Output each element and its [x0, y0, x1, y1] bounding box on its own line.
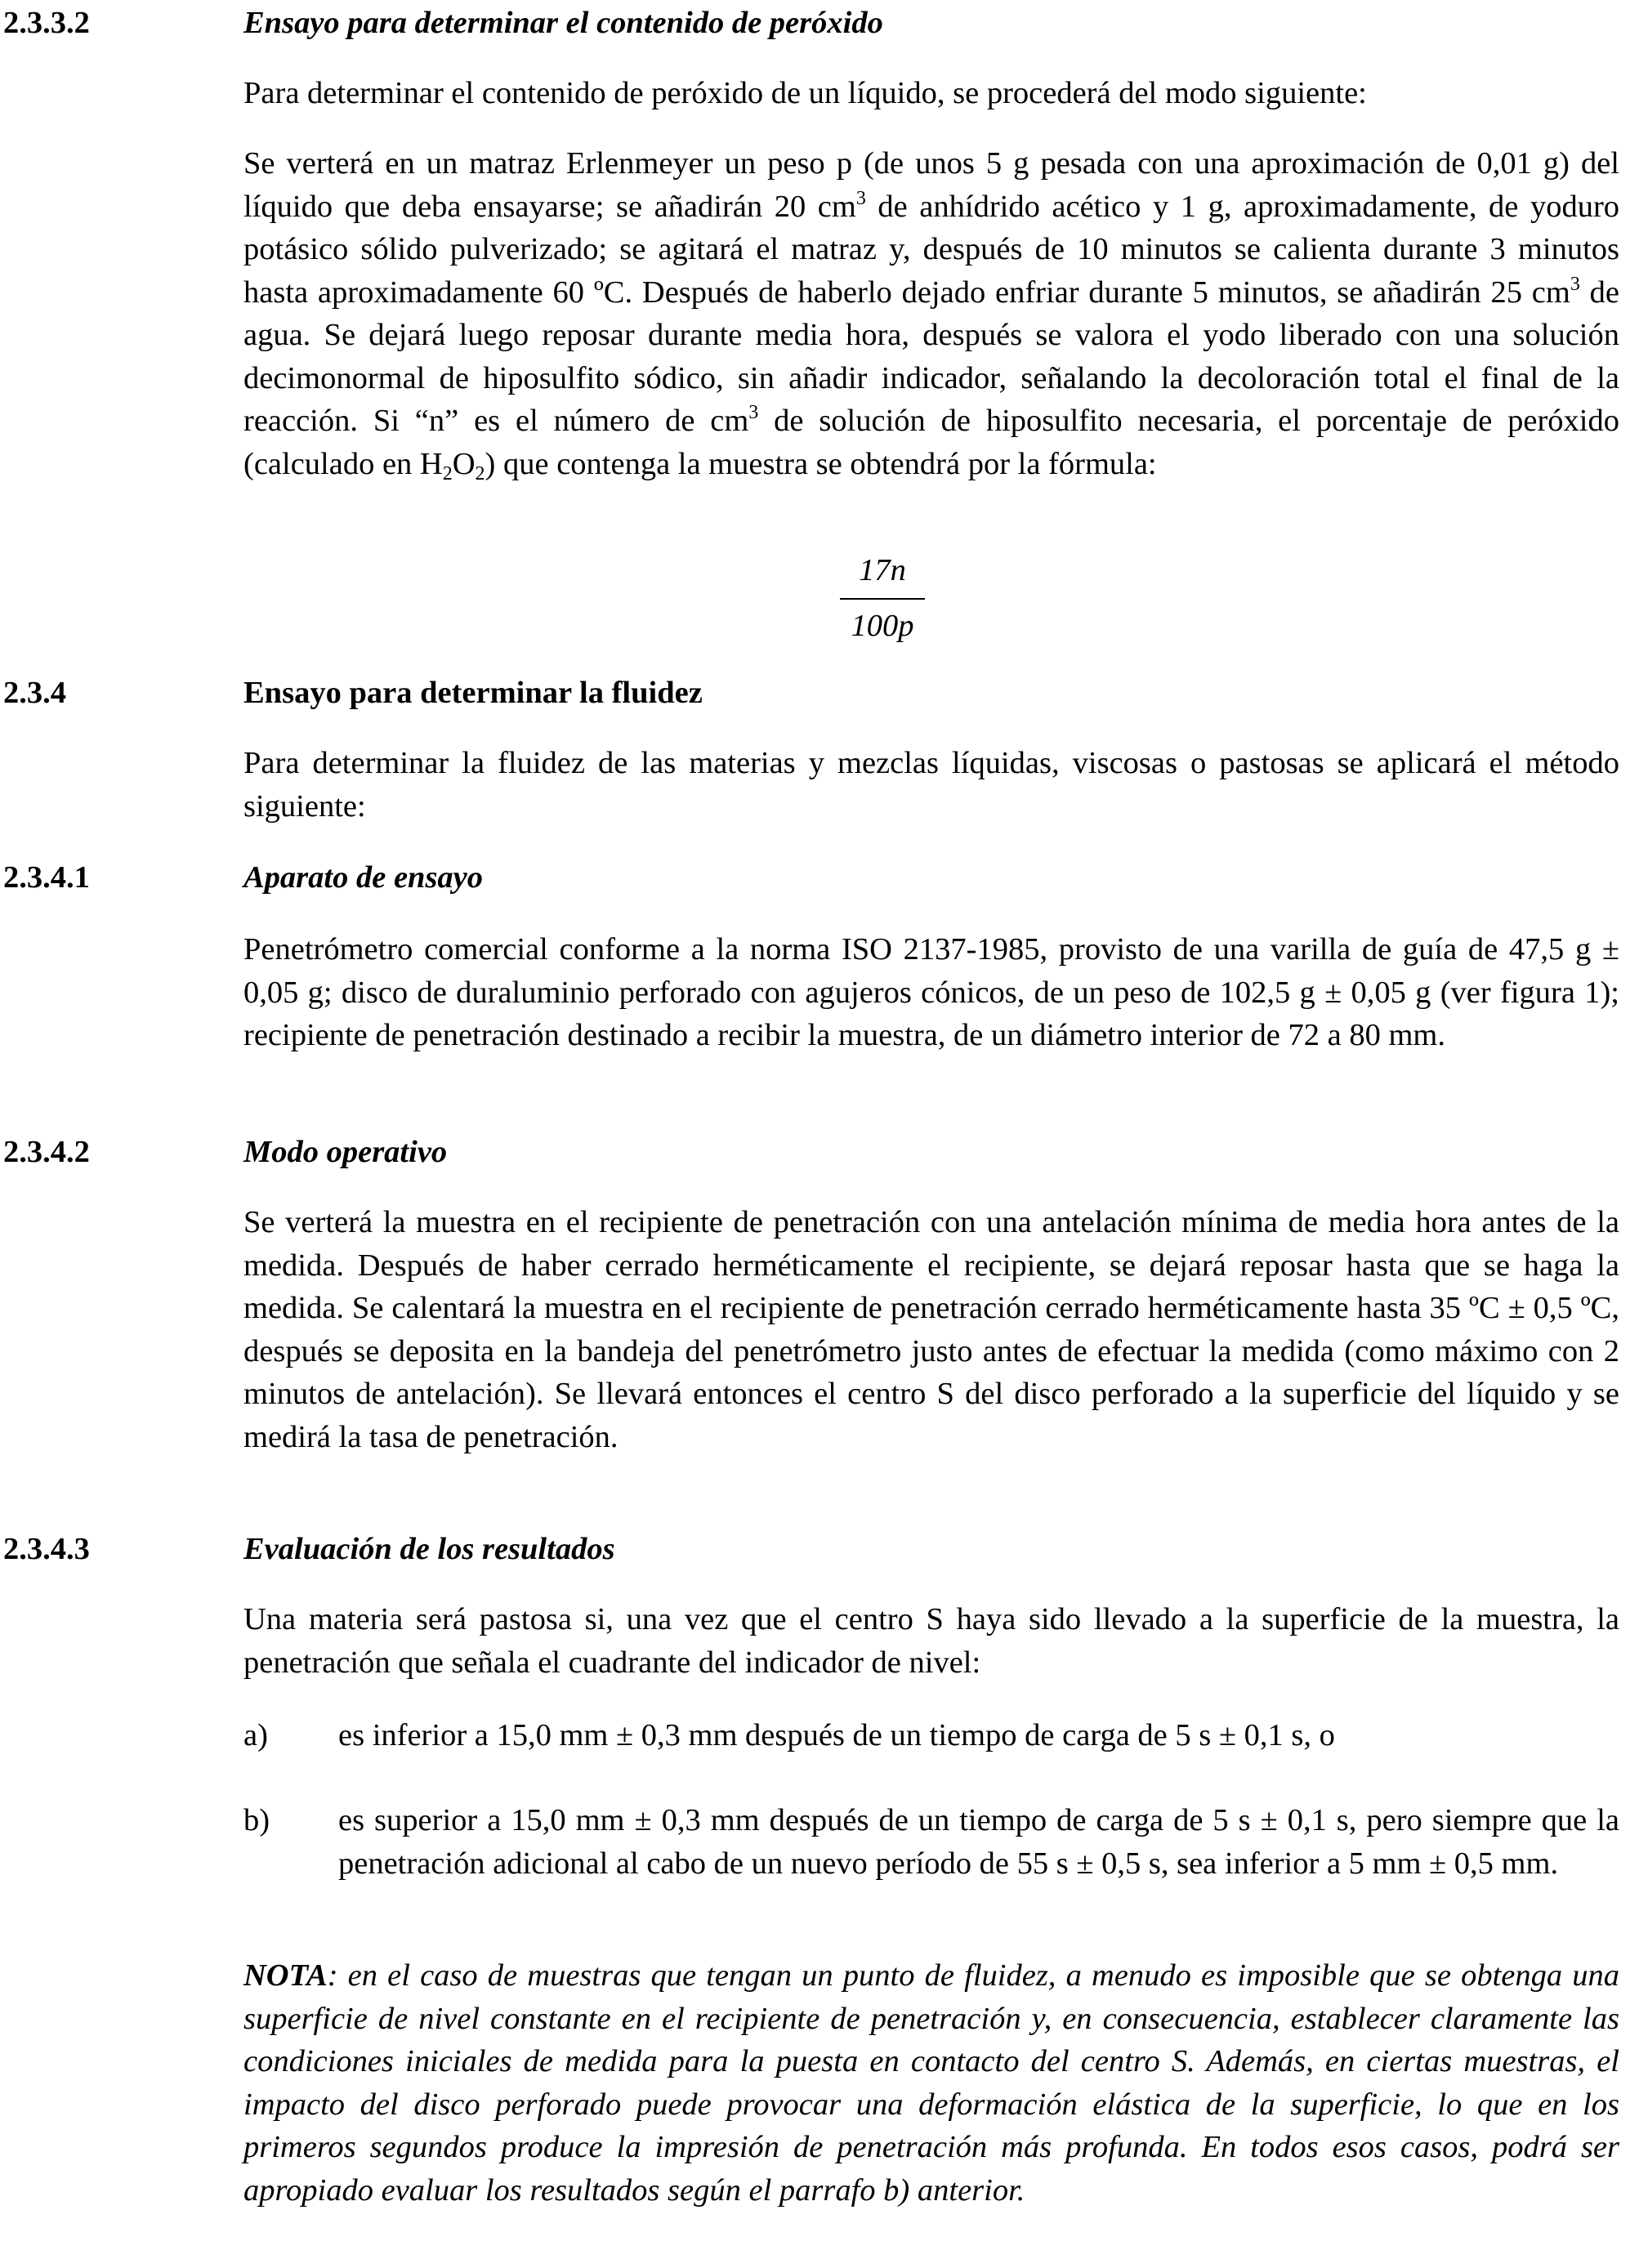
- formula-numerator: 17n: [859, 553, 906, 587]
- section-number-2-3-4-2: 2.3.4.2: [3, 1135, 90, 1169]
- fluidity-intro-paragraph: Para determinar la fluidez de las materias y mezclas líquidas, viscosas o pastosas se aplicará el método siguiente:: [243, 746, 1619, 824]
- peroxide-intro-paragraph: Para determinar el contenido de peróxido de un líquido, se procederá del modo siguiente:: [243, 76, 1367, 110]
- list-item-label-a: a): [243, 1718, 268, 1752]
- peroxide-text-part-1: Se verterá en un matraz Erlenmeyer un peso p (de unos 5 g pesada con una aproximación de 0,01 g) del líquido que deba ensayarse; se añadirán 20 cm: [243, 146, 1619, 224]
- superscript-3: 3: [1570, 273, 1580, 295]
- peroxide-text-part-3: de agua. Se dejará luego reposar durante media hora, después se valora el yodo liberado con una solución decimonormal de hiposulfito sódico, sin añadir indicador, señalando la decoloración total el final de la reacción. Si “n” es el número de cm: [243, 275, 1619, 438]
- section-title-test-apparatus: Aparato de ensayo: [243, 860, 484, 895]
- peroxide-text-part-2: de anhídrido acético y 1 g, aproximadamente, de yoduro potásico sólido pulverizado; se agitará el matraz y, después de 10 minutos se calienta durante 3 minutos hasta aproximadamente 60 ºC. Después de haberlo dejado enfriar durante 5 minutos, se añadirán 25 cm: [243, 189, 1620, 310]
- section-number-2-3-4-1: 2.3.4.1: [3, 860, 90, 895]
- list-item-label-b: b): [243, 1803, 270, 1837]
- superscript-3: 3: [855, 187, 866, 209]
- section-number-2-3-3-2: 2.3.3.2: [3, 6, 90, 40]
- formula-denominator: 100p: [851, 609, 914, 643]
- subscript-2: 2: [442, 462, 453, 484]
- section-number-2-3-4-3: 2.3.4.3: [3, 1532, 90, 1566]
- subscript-2: 2: [475, 462, 485, 484]
- list-item-text-b: es superior a 15,0 mm ± 0,3 mm después de un tiempo de carga de 5 s ± 0,1 s, pero siempre que la penetración adicional al cabo de un nuevo período de 55 s ± 0,5 s, sea inferior a 5 mm ± 0,5 mm.: [338, 1803, 1619, 1881]
- note-paragraph: [243, 1954, 1619, 2212]
- section-title-fluidity-test: Ensayo para determinar la fluidez: [243, 676, 703, 710]
- note-label: NOTA: [243, 1958, 328, 1993]
- evaluation-intro-paragraph: Una materia será pastosa si, una vez que el centro S haya sido llevado a la superficie de la muestra, la penetración que señala el cuadrante del indicador de nivel:: [243, 1602, 1619, 1680]
- peroxide-formula: [840, 549, 925, 647]
- peroxide-text-part-5: O: [452, 446, 476, 481]
- superscript-3: 3: [748, 402, 759, 423]
- note-text: : en el caso de muestras que tengan un punto de fluidez, a menudo es imposible que se obtenga una superficie de nivel constante en el recipiente de penetración y, en consecuencia, establecer claramente las condiciones iniciales de medida para la puesta en contacto del centro S. Además, en ciertas muestras, el impacto del disco perforado puede provocar una deformación elástica de la superficie, lo que en los primeros segundos produce la impresión de penetración más profunda. En todos esos casos, podrá ser apropiado evaluar los resultados según el parrafo b) anterior.: [243, 1958, 1619, 2208]
- section-title-peroxide-test: Ensayo para determinar el contenido de peróxido: [243, 6, 883, 40]
- apparatus-paragraph: Penetrómetro comercial conforme a la norma ISO 2137-1985, provisto de una varilla de guía de 47,5 g ± 0,05 g; disco de duraluminio perforado con agujeros cónicos, de un peso de 102,5 g ± 0,05 g (ver figura 1); recipiente de penetración destinado a recibir la muestra, de un diámetro interior de 72 a 80 mm.: [243, 932, 1619, 1052]
- peroxide-text-part-4: de solución de hiposulfito necesaria, el porcentaje de peróxido (calculado en H: [243, 404, 1619, 481]
- section-number-2-3-4: 2.3.4: [3, 676, 66, 710]
- peroxide-procedure-paragraph: [243, 142, 1619, 485]
- peroxide-text-part-6: ) que contenga la muestra se obtendrá por la fórmula:: [485, 446, 1157, 481]
- formula-fraction-bar: [840, 598, 925, 600]
- operating-mode-paragraph: Se verterá la muestra en el recipiente de penetración con una antelación mínima de media hora antes de la medida. Después de haber cerrado herméticamente el recipiente, se dejará reposar hasta que se haga la medida. Se calentará la muestra en el recipiente de penetración cerrado herméticamente hasta 35 ºC ± 0,5 ºC, después se deposita en la bandeja del penetrómetro justo antes de efectuar la medida (como máximo con 2 minutos de antelación). Se llevará entonces el centro S del disco perforado a la superficie del líquido y se medirá la tasa de penetración.: [243, 1205, 1619, 1454]
- section-title-results-evaluation: Evaluación de los resultados: [243, 1532, 615, 1566]
- section-title-operating-mode: Modo operativo: [243, 1135, 448, 1169]
- list-item-text-a: es inferior a 15,0 mm ± 0,3 mm después de un tiempo de carga de 5 s ± 0,1 s, o: [338, 1718, 1335, 1752]
